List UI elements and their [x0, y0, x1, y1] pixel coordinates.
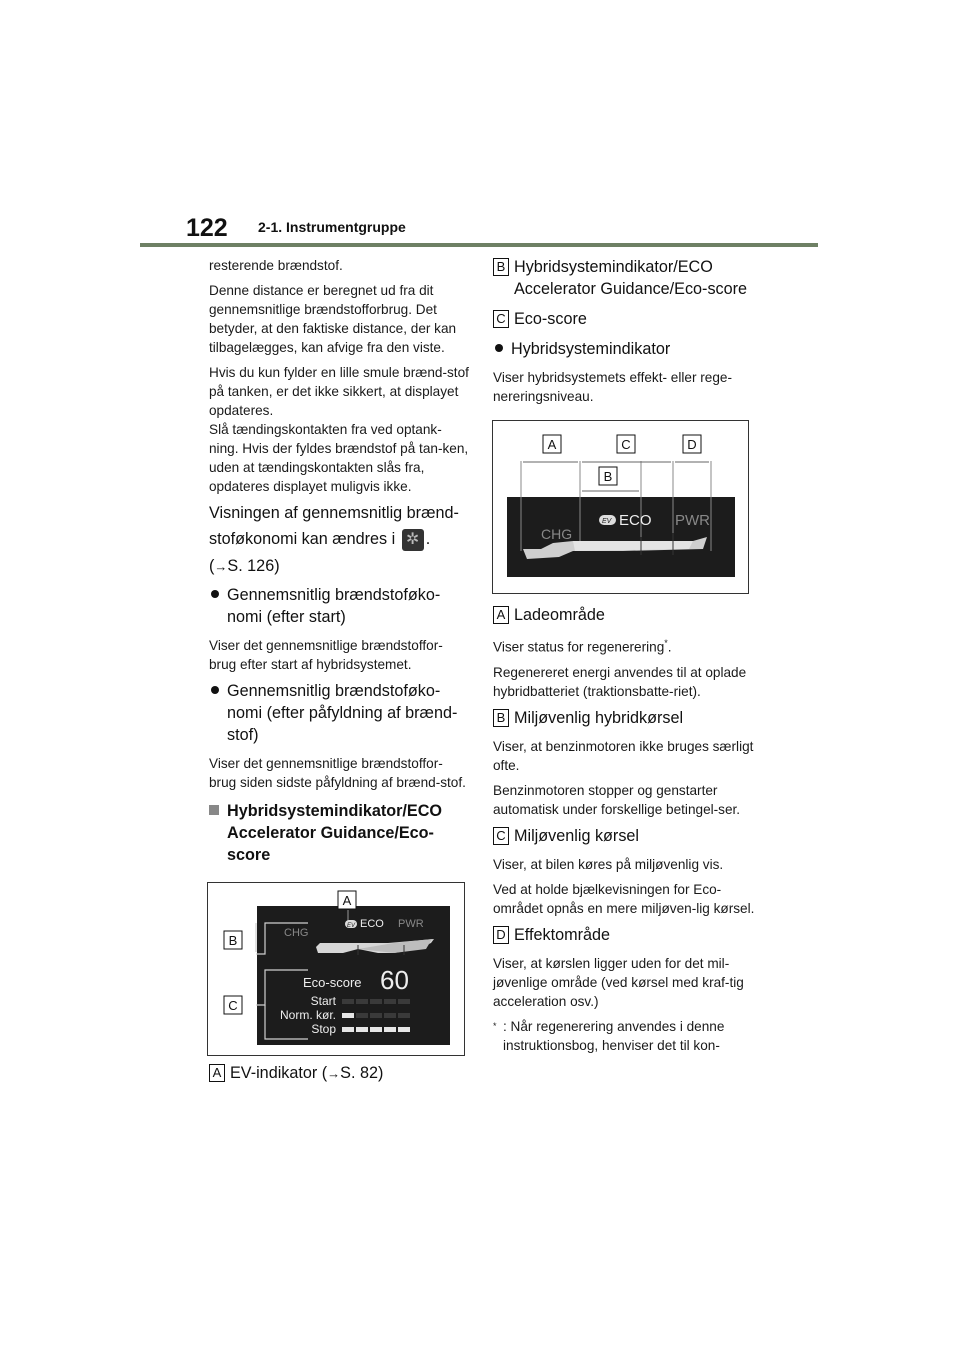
svg-text:B: B	[603, 469, 613, 484]
callout-letter: A	[493, 606, 509, 624]
eco-score-segment	[356, 1027, 368, 1032]
eco-label: ECO	[360, 917, 384, 930]
eco-score-segment	[398, 1013, 410, 1018]
bullet-icon	[493, 338, 511, 360]
bullet-icon	[209, 584, 227, 628]
paragraph: Viser det gennemsnitlige brændstoffor-brug siden sidste påfyldning af brænd-stof.	[209, 755, 466, 790]
eco-score-value: 60	[380, 964, 409, 995]
label-b: B Hybridsystemindikator/ECO Accelerator Guidance/Eco-score	[493, 256, 755, 300]
page-reference: (→S. 126)	[209, 556, 280, 575]
label-c-eco-driving: C Miljøvenlig kørsel	[493, 825, 755, 847]
big-text-2: stoføkonomi kan ændres i	[209, 530, 396, 548]
hybrid-indicator-illustration	[493, 421, 748, 593]
paragraph: Slå tændingskontakten fra ved optank-ning. Hvis der fyldes brændstof på tan-ken, uden at tændingskontakten slås fra, opdateres displayet muligvis ikke.	[209, 422, 469, 494]
arrow-icon: →	[214, 558, 228, 574]
header-rule	[140, 243, 818, 247]
eco-score-segment	[384, 1027, 396, 1032]
callout-letter: B	[493, 709, 509, 727]
chg-label: CHG	[541, 526, 573, 542]
paragraph: Viser status for regenerering*.	[493, 638, 672, 655]
eco-score-segment	[342, 999, 354, 1004]
callout-letter: C	[493, 310, 509, 328]
section-heading: Hybridsystemindikator/ECO Accelerator Guidance/Eco-score	[209, 800, 469, 866]
eco-score-segment	[398, 1027, 410, 1032]
svg-text:A: A	[342, 892, 352, 908]
eco-score-display-illustration	[208, 883, 464, 1055]
callout-letter: A	[209, 1064, 225, 1082]
bullet-icon	[209, 680, 227, 746]
paragraph: Viser, at kørslen ligger uden for det mil-jøvenlige område (ved kørsel med kraf-tig acceleration osv.)	[493, 955, 744, 1009]
label-b-eco-hybrid: B Miljøvenlig hybridkørsel	[493, 707, 755, 729]
paragraph: Viser, at benzinmotoren ikke bruges særligt ofte.	[493, 738, 754, 773]
svg-text:C: C	[228, 997, 238, 1013]
bullet-item: Hybridsystemindikator	[493, 338, 755, 360]
eco-score-segment	[342, 1013, 354, 1018]
bullet-item: Gennemsnitlig brændstoføko-nomi (efter påfyldning af brænd-stof)	[209, 680, 469, 746]
pwr-label: PWR	[398, 917, 424, 930]
label-d-power-area: D Effektområde	[493, 924, 755, 946]
paragraph: Ved at holde bjælkevisningen for Eco-området opnås en mere miljøven-lig kørsel.	[493, 881, 755, 916]
eco-score-segment	[370, 1027, 382, 1032]
label-a-ev-indicator: A EV-indikator (→S. 82)	[209, 1062, 469, 1085]
eco-label: ECO	[619, 512, 652, 529]
paragraph: Denne distance er beregnet ud fra dit gennemsnitlige brændstofforbrug. Det betyder, at den faktiske distance, der kan tilbagelægges, kan afvige fra den viste.	[209, 283, 457, 355]
svg-text:A: A	[547, 437, 557, 452]
eco-score-segment	[370, 999, 382, 1004]
arrow-icon: →	[327, 1065, 341, 1081]
paragraph: Benzinmotoren stopper og genstarter automatisk under forskellige betingel-ser.	[493, 782, 741, 817]
paragraph: Regenereret energi anvendes til at oplade hybridbatteriet (traktionsbatte-riet).	[493, 664, 747, 699]
footnote: * : Når regenerering anvendes i denne instruktionsbog, henviser det til kon-	[493, 1018, 725, 1053]
callout-letter: C	[493, 827, 509, 845]
label-a-charge-area: A Ladeområde	[493, 604, 755, 626]
paragraph: Viser hybridsystemets effekt- eller rege-nereringsniveau.	[493, 370, 732, 404]
eco-score-segment	[370, 1013, 382, 1018]
svg-text:D: D	[687, 437, 697, 452]
page-number: 122	[186, 214, 228, 242]
row-label-stop: Stop	[311, 1021, 336, 1036]
big-text-settings: stoføkonomi kan ændres i ✲ .	[209, 528, 469, 551]
row-label-start: Start	[310, 993, 336, 1008]
chg-label: CHG	[284, 926, 309, 939]
pwr-label: PWR	[675, 512, 710, 529]
eco-score-segment	[384, 999, 396, 1004]
big-text: Visningen af gennemsnitlig brænd-	[209, 504, 459, 522]
eco-score-segment	[398, 999, 410, 1004]
ev-label: EV	[347, 922, 356, 929]
right-column	[493, 256, 755, 1061]
ev-label: EV	[602, 518, 612, 525]
eco-score-segment	[342, 1027, 354, 1032]
callout-letter: B	[493, 258, 509, 276]
paragraph: Viser, at bilen køres på miljøvenlig vis.	[493, 856, 724, 872]
label-c: C Eco-score	[493, 308, 755, 330]
chapter-title: 2-1. Instrumentgruppe	[258, 219, 406, 235]
svg-text:B: B	[228, 932, 238, 948]
row-label-norm: Norm. kør.	[280, 1007, 336, 1022]
eco-score-figure	[207, 882, 465, 1056]
settings-gear-icon: ✲	[402, 529, 424, 551]
left-column	[209, 256, 469, 1093]
paragraph: Hvis du kun fylder en lille smule brænd-stof på tanken, er det ikke sikkert, at displayet opdateres.	[209, 365, 469, 418]
eco-score-segment	[384, 1013, 396, 1018]
eco-score-label: Eco-score	[303, 974, 362, 990]
hybrid-indicator-figure	[492, 420, 749, 594]
eco-score-segment	[356, 1013, 368, 1018]
bullet-item: Gennemsnitlig brændstoføko-nomi (efter start)	[209, 584, 469, 628]
svg-text:C: C	[621, 437, 631, 452]
eco-score-segment	[356, 999, 368, 1004]
paragraph: Viser det gennemsnitlige brændstoffor-brug efter start af hybridsystemet.	[209, 637, 443, 672]
callout-letter: D	[493, 926, 509, 944]
square-bullet-icon	[209, 800, 227, 866]
paragraph: resterende brændstof.	[209, 258, 343, 273]
